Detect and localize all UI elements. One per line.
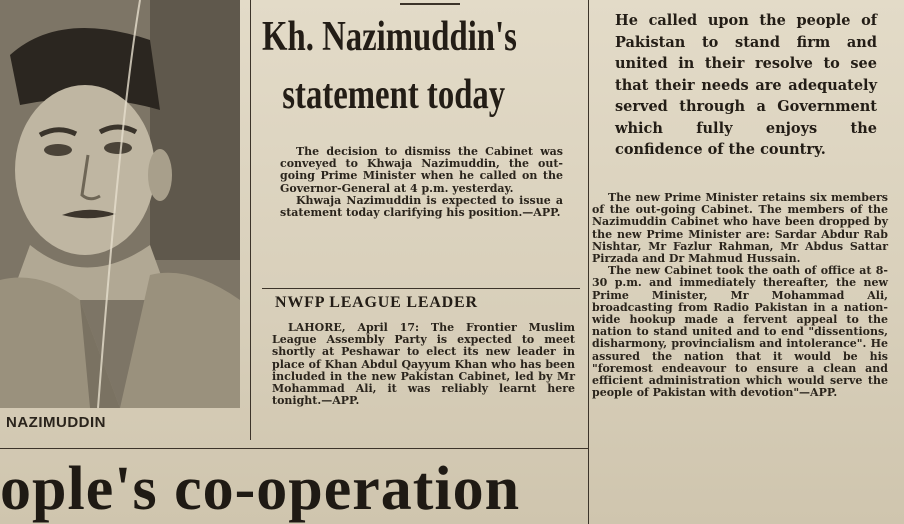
- headline: [262, 8, 517, 124]
- subhead-rule: [262, 288, 580, 289]
- photo-caption: NAZIMUDDIN: [6, 414, 106, 431]
- top-rule: [400, 3, 460, 5]
- headline-line-2: statement today: [282, 72, 506, 118]
- article-paragraph: The decision to dismiss the Cabinet was conveyed to Khwaja Nazimuddin, the out-going Prime Minister when he called on the Governor-General at 4 p.m. yesterday.: [280, 145, 563, 195]
- article-paragraph: The new Cabinet took the oath of office at 8-30 p.m. and immediately thereafter, the new Prime Minister, Mr Mohammad Ali, broadcasting from Radio Pakistan in a nation-wide hookup made a fervent appeal to the nation to stand united and to end "dissentions, disharmony, provincialism and intolerance". He assured the nation that it would be his "foremost endeavour to ensure a clean and efficient administration which would serve the people of Pakistan with devotion"—APP.: [592, 264, 888, 400]
- portrait-photo: [0, 0, 240, 408]
- column-rule-right: [588, 0, 589, 524]
- banner-headline: ople's co-operation: [0, 455, 521, 523]
- headline-line-1: Kh. Nazimuddin's: [262, 14, 517, 60]
- right-article-body: [592, 192, 888, 399]
- banner-rule: [0, 448, 588, 449]
- article-paragraph: LAHORE, April 17: The Frontier Muslim League Assembly Party is expected to meet shortly at Peshawar to elect its new leader in place of Khan Abdul Qayyum Khan who has been included in the new Pakistan Cabinet, led by Mr Mohammad Ali, it was reliably learnt here tonight.—APP.: [272, 321, 575, 408]
- portrait-illustration: [0, 0, 240, 408]
- middle-article-body: [280, 146, 563, 219]
- subheading: NWFP LEAGUE LEADER: [275, 294, 478, 311]
- right-lead-paragraph: He called upon the people of Pakistan to stand firm and united in their resolve to see that their needs are adequately served through a Government which fully enjoys the confidence of the country.: [615, 12, 877, 158]
- article-paragraph: Khwaja Nazimuddin is expected to issue a statement today clarifying his position.—APP.: [280, 193, 563, 220]
- column-rule-left: [250, 0, 251, 440]
- nwfp-article-body: [272, 322, 575, 407]
- article-paragraph: The new Prime Minister retains six members of the out-going Cabinet. The members of the Nazimuddin Cabinet who have been dropped by the new Prime Minister are: Sardar Abdur Rab Nishtar, Mr Fazlur Rahman, Mr Abdus Sattar Pirzada and Dr Mahmud Hussain.: [592, 191, 888, 266]
